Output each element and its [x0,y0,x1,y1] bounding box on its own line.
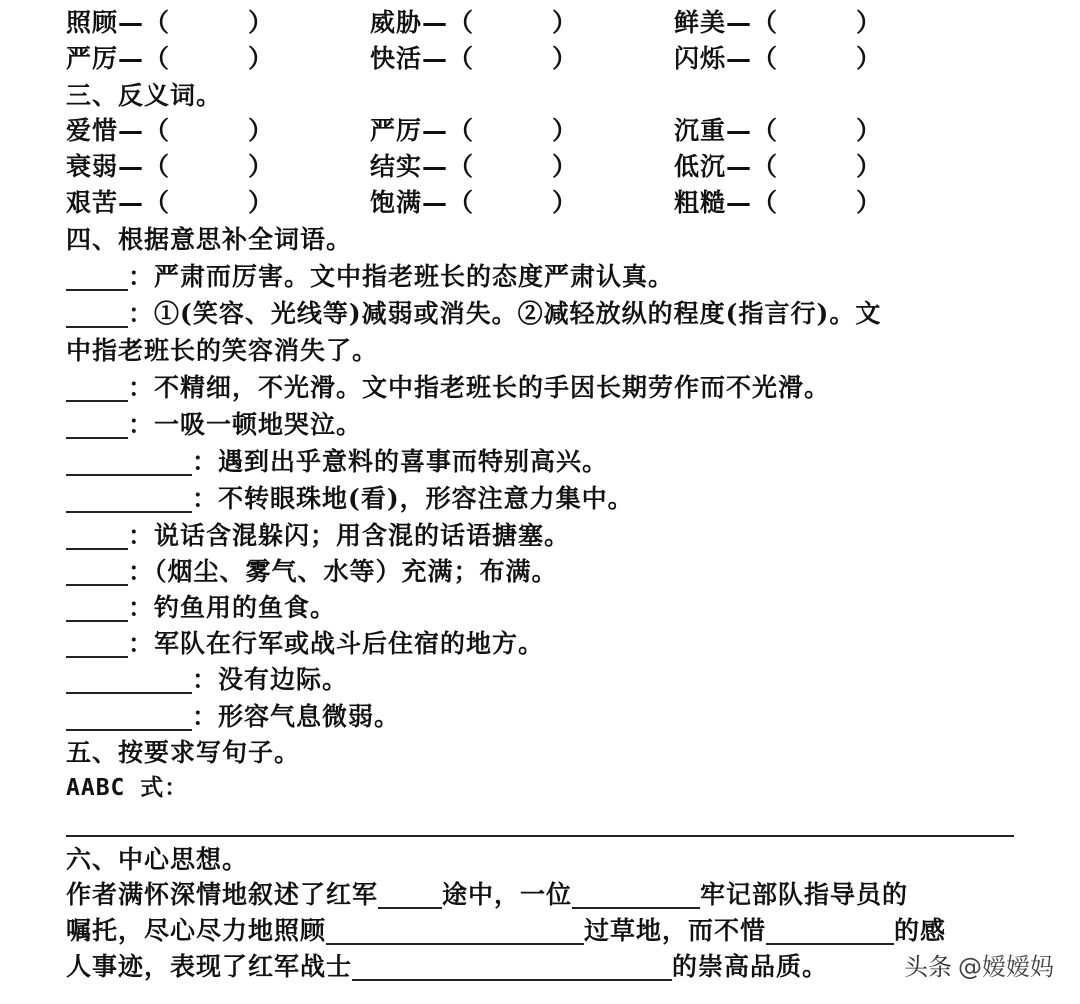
definition-item [66,663,348,697]
definition-text: ：遇到出乎意料的喜事而特别高兴。 [192,447,609,476]
definition-text: ：形容气息微弱。 [192,702,401,731]
antonym-row-2 [66,150,1026,184]
definition-text: ：没有边际。 [192,665,349,694]
watermark-handle: @嫒嫒妈 [958,953,1054,981]
summary-text: 途中，一位 [442,880,573,909]
summary-line-2 [66,914,946,948]
definition-item [66,519,570,553]
definition-item [66,408,362,442]
summary-text: 的崇高品质。 [672,952,829,981]
summary-line-3 [66,950,828,984]
antonym-item: 严厉—（ ） [370,116,579,145]
summary-line-1 [66,878,908,912]
synonym-item: 鲜美—（ ） [674,8,883,37]
definition-item [66,591,336,625]
answer-blank[interactable] [66,526,128,550]
synonym-item: 严厉—（ ） [66,44,275,73]
summary-text: 的感 [894,916,947,945]
section3-title: 三、反义词。 [66,81,223,110]
answer-blank[interactable] [66,452,192,476]
answer-blank[interactable] [378,885,442,909]
antonym-item: 沉重—（ ） [674,116,883,145]
definition-text: ：军队在行军或战斗后住宿的地方。 [128,629,545,658]
definition-item [66,297,881,331]
definition-text: ：（烟尘、雾气、水等）充满；布满。 [128,557,558,586]
section4-title: 四、根据意思补全词语。 [66,225,353,254]
toutiao-logo: 头条 [904,953,952,981]
answer-blank[interactable] [66,267,128,291]
summary-text: 嘱托，尽心尽力地照顾 [66,916,327,945]
summary-text: 人事迹，表现了红军战士 [66,952,353,981]
antonym-item: 艰苦—（ ） [66,188,275,217]
section5-title: 五、按要求写句子。 [66,738,301,767]
definition-text: ：一吸一顿地哭泣。 [128,410,363,439]
answer-blank[interactable] [352,957,672,981]
definition-continuation: 中指老班长的笑容消失了。 [66,336,379,365]
antonym-item: 结实—（ ） [370,152,579,181]
definition-item [66,627,544,661]
answer-blank[interactable] [66,670,192,694]
synonym-item: 威胁—（ ） [370,8,579,37]
definition-text: ：钓鱼用的鱼食。 [128,593,337,622]
answer-blank[interactable] [66,562,128,586]
definition-text: ：不转眼珠地(看)，形容注意力集中。 [192,484,634,513]
answer-blank[interactable] [66,489,192,513]
antonym-item: 低沉—（ ） [674,152,883,181]
definition-text: ：说话含混躲闪；用含混的话语搪塞。 [128,521,571,550]
summary-text: 作者满怀深情地叙述了红军 [66,880,379,909]
definition-item [66,445,608,479]
answer-blank[interactable] [66,415,128,439]
antonym-item: 粗糙—（ ） [674,188,883,217]
watermark [904,947,1054,982]
answer-blank[interactable] [572,885,700,909]
answer-blank[interactable] [766,921,894,945]
definition-text: ：严肃而厉害。文中指老班长的态度严肃认真。 [128,262,675,291]
summary-text: 过草地，而不惜 [584,916,767,945]
section6-title: 六、中心思想。 [66,845,249,874]
definition-item [66,260,674,294]
answer-blank[interactable] [66,304,128,328]
antonym-row-1 [66,114,1026,148]
answer-blank[interactable] [66,707,192,731]
answer-blank[interactable] [66,378,128,402]
definition-item [66,700,400,734]
synonym-row-1 [66,6,1026,40]
answer-blank[interactable] [66,598,128,622]
aabc-prompt: AABC 式： [66,775,189,801]
definition-text: ：不精细，不光滑。文中指老班长的手因长期劳作而不光滑。 [128,373,831,402]
definition-item [66,555,558,589]
definition-text: ：①(笑容、光线等)减弱或消失。②减轻放纵的程度(指言行)。文 [128,299,882,328]
synonym-row-2 [66,42,1026,76]
definition-item [66,482,634,516]
synonym-item: 快活—（ ） [370,44,579,73]
antonym-row-3 [66,186,1026,220]
antonym-item: 衰弱—（ ） [66,152,275,181]
antonym-item: 饱满—（ ） [370,188,579,217]
answer-blank[interactable] [326,921,584,945]
summary-text: 牢记部队指导员的 [700,880,909,909]
antonym-item: 爱惜—（ ） [66,116,275,145]
definition-item [66,371,830,405]
synonym-item: 照顾—（ ） [66,8,275,37]
answer-line[interactable] [66,835,1014,837]
synonym-item: 闪烁—（ ） [674,44,883,73]
answer-blank[interactable] [66,634,128,658]
